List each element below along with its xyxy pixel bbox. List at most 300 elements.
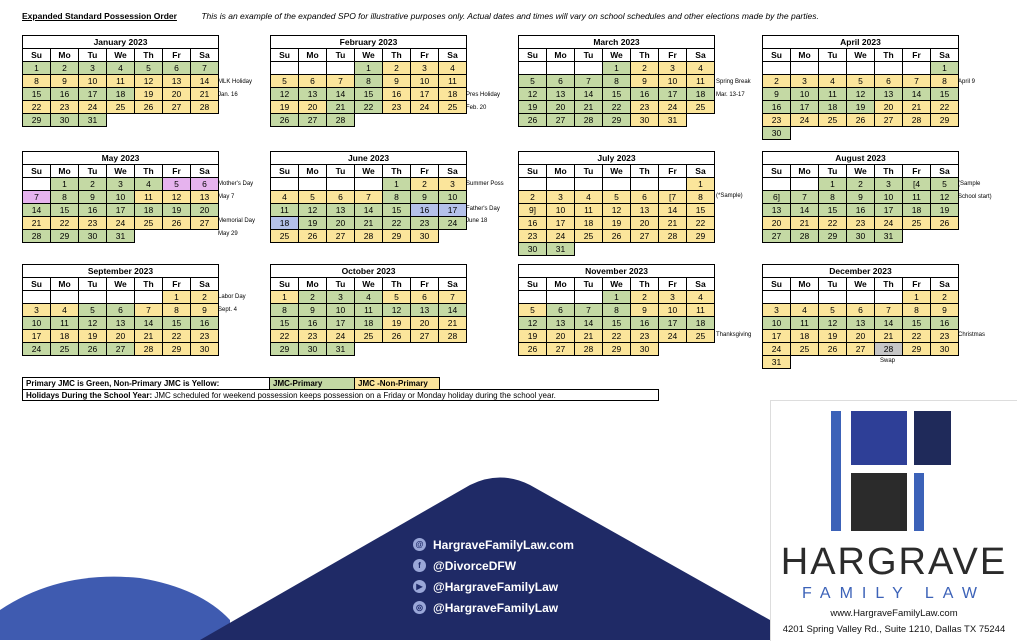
- month-title: June 2023: [271, 152, 467, 165]
- empty-cell: [519, 178, 547, 191]
- empty-cell: [191, 230, 219, 243]
- day-cell: 21: [659, 217, 687, 230]
- day-cell: 27: [327, 230, 355, 243]
- day-cell: 27: [875, 114, 903, 127]
- day-cell: 28: [327, 114, 355, 127]
- day-cell: 25: [51, 343, 79, 356]
- day-cell: 24: [875, 217, 903, 230]
- day-cell: 25: [355, 330, 383, 343]
- weekday-header: Sa: [687, 49, 715, 62]
- day-cell: 23: [631, 330, 659, 343]
- empty-cell: [575, 62, 603, 75]
- day-cell: 25: [903, 217, 931, 230]
- day-cell: 31: [79, 114, 107, 127]
- day-cell: 30: [631, 114, 659, 127]
- day-cell: 16: [191, 317, 219, 330]
- day-cell: 16: [519, 217, 547, 230]
- empty-cell: [763, 62, 791, 75]
- empty-cell: [763, 291, 791, 304]
- day-cell: 31: [875, 230, 903, 243]
- day-cell: 14: [355, 204, 383, 217]
- day-cell: 19: [519, 101, 547, 114]
- empty-cell: [847, 127, 875, 140]
- day-cell: 3: [659, 291, 687, 304]
- empty-cell: [903, 356, 931, 369]
- day-cell: 22: [51, 217, 79, 230]
- weekday-header: Tu: [575, 278, 603, 291]
- day-cell: 10: [411, 75, 439, 88]
- weekday-header: Tu: [819, 49, 847, 62]
- day-cell: 7: [439, 291, 467, 304]
- day-cell: 8: [23, 75, 51, 88]
- weekday-header: Sa: [439, 49, 467, 62]
- day-cell: 19: [383, 317, 411, 330]
- calendar-note: June 18: [466, 218, 488, 224]
- day-cell: 12: [847, 88, 875, 101]
- day-cell: 11: [575, 204, 603, 217]
- day-cell: 7: [135, 304, 163, 317]
- day-cell: 26: [383, 330, 411, 343]
- day-cell: 27: [191, 217, 219, 230]
- social-links: [413, 534, 574, 618]
- weekday-header: We: [107, 49, 135, 62]
- day-cell: 18: [271, 217, 299, 230]
- day-cell: 18: [903, 204, 931, 217]
- weekday-header: Fr: [411, 49, 439, 62]
- day-cell: [4: [903, 178, 931, 191]
- day-cell: 14: [439, 304, 467, 317]
- day-cell: 31: [547, 243, 575, 256]
- empty-cell: [51, 291, 79, 304]
- day-cell: 1: [271, 291, 299, 304]
- empty-cell: [903, 230, 931, 243]
- day-cell: 24: [763, 343, 791, 356]
- day-cell: 14: [135, 317, 163, 330]
- day-cell: 26: [931, 217, 959, 230]
- empty-cell: [271, 178, 299, 191]
- day-cell: 10: [763, 317, 791, 330]
- day-cell: 27: [547, 343, 575, 356]
- day-cell: 5: [519, 304, 547, 317]
- empty-cell: [23, 291, 51, 304]
- empty-cell: [327, 178, 355, 191]
- day-cell: 8: [903, 304, 931, 317]
- day-cell: 17: [659, 317, 687, 330]
- day-cell: 13: [875, 88, 903, 101]
- weekday-header: Tu: [327, 165, 355, 178]
- empty-cell: [107, 291, 135, 304]
- calendar-note: MLK Holiday: [218, 79, 253, 85]
- day-cell: 19: [271, 101, 299, 114]
- calendar-note: Jan. 16: [218, 92, 238, 98]
- day-cell: 15: [383, 204, 411, 217]
- month-title: August 2023: [763, 152, 959, 165]
- day-cell: 9: [631, 304, 659, 317]
- day-cell: 15: [51, 204, 79, 217]
- day-cell: 7: [791, 191, 819, 204]
- day-cell: 16: [299, 317, 327, 330]
- day-cell: 6: [547, 75, 575, 88]
- day-cell: 21: [875, 330, 903, 343]
- day-cell: 22: [819, 217, 847, 230]
- weekday-header: Tu: [79, 278, 107, 291]
- month-calendar: [762, 35, 959, 140]
- month-title: February 2023: [271, 36, 467, 49]
- day-cell: 29: [51, 230, 79, 243]
- weekday-header: Fr: [903, 278, 931, 291]
- day-cell: 8: [51, 191, 79, 204]
- social-link-text: @HargraveFamilyLaw: [433, 600, 559, 615]
- day-cell: 9: [79, 191, 107, 204]
- weekday-header: Th: [135, 49, 163, 62]
- empty-cell: [659, 178, 687, 191]
- day-cell: 18: [819, 101, 847, 114]
- social-link[interactable]: [413, 597, 574, 618]
- day-cell: 8: [819, 191, 847, 204]
- day-cell: 3: [875, 178, 903, 191]
- month-title: July 2023: [519, 152, 715, 165]
- day-cell: 3: [547, 191, 575, 204]
- weekday-header: We: [355, 49, 383, 62]
- day-cell: 25: [439, 101, 467, 114]
- empty-cell: [875, 291, 903, 304]
- day-cell: 16: [383, 88, 411, 101]
- weekday-header: Mo: [299, 165, 327, 178]
- weekday-header: Th: [383, 165, 411, 178]
- day-cell: 13: [547, 88, 575, 101]
- day-cell: 7: [23, 191, 51, 204]
- empty-cell: [791, 291, 819, 304]
- day-cell: 7: [355, 191, 383, 204]
- day-cell: 23: [631, 101, 659, 114]
- day-cell: 13: [327, 204, 355, 217]
- day-cell: 25: [135, 217, 163, 230]
- calendar-note: April 9: [958, 79, 976, 85]
- day-cell: 17: [79, 88, 107, 101]
- day-cell: 28: [875, 343, 903, 356]
- day-cell: 13: [411, 304, 439, 317]
- month-calendar: [270, 264, 467, 356]
- month-title: December 2023: [763, 265, 959, 278]
- day-cell: 5: [519, 75, 547, 88]
- weekday-header: Tu: [327, 49, 355, 62]
- day-cell: 4: [355, 291, 383, 304]
- calendar-note: (*Sample): [716, 193, 743, 199]
- day-cell: 20: [299, 101, 327, 114]
- social-link[interactable]: [413, 534, 574, 555]
- day-cell: 13: [631, 204, 659, 217]
- day-cell: 27: [847, 343, 875, 356]
- social-link-text: @DivorceDFW: [433, 558, 517, 573]
- empty-cell: [23, 178, 51, 191]
- logo-name: HARGRAVE: [780, 541, 1008, 583]
- day-cell: 24: [659, 101, 687, 114]
- calendar-note: Labor Day: [218, 294, 246, 300]
- month-calendar: [518, 35, 715, 127]
- day-cell: 10: [107, 191, 135, 204]
- day-cell: 11: [439, 75, 467, 88]
- day-cell: 20: [547, 101, 575, 114]
- empty-cell: [411, 114, 439, 127]
- day-cell: 4: [51, 304, 79, 317]
- day-cell: 21: [791, 217, 819, 230]
- instagram-icon: ◎: [413, 601, 426, 614]
- weekday-header: Su: [763, 49, 791, 62]
- day-cell: 3: [327, 291, 355, 304]
- day-cell: 12: [163, 191, 191, 204]
- day-cell: 24: [107, 217, 135, 230]
- weekday-header: Th: [135, 165, 163, 178]
- weekday-header: Su: [519, 165, 547, 178]
- day-cell: 15: [931, 88, 959, 101]
- empty-cell: [547, 62, 575, 75]
- day-cell: 1: [51, 178, 79, 191]
- facebook-icon: f: [413, 559, 426, 572]
- day-cell: 16: [79, 204, 107, 217]
- day-cell: 26: [299, 230, 327, 243]
- day-cell: 7: [191, 62, 219, 75]
- day-cell: 7: [903, 75, 931, 88]
- day-cell: 12: [519, 88, 547, 101]
- calendar-note: Sept. 4: [218, 307, 238, 313]
- day-cell: 24: [791, 114, 819, 127]
- weekday-header: We: [847, 278, 875, 291]
- empty-cell: [411, 343, 439, 356]
- holiday-rule-text: JMC scheduled for weekend possession keeps possession on a Friday or Monday holiday during the school year.: [152, 391, 556, 400]
- day-cell: 23: [931, 330, 959, 343]
- day-cell: 5: [847, 75, 875, 88]
- weekday-header: We: [847, 49, 875, 62]
- empty-cell: [931, 356, 959, 369]
- weekday-header: Su: [23, 49, 51, 62]
- day-cell: 4: [439, 62, 467, 75]
- calendar-note: May 7: [218, 194, 235, 200]
- day-cell: 26: [163, 217, 191, 230]
- day-cell: 28: [575, 343, 603, 356]
- day-cell: 16: [631, 88, 659, 101]
- empty-cell: [79, 291, 107, 304]
- day-cell: 15: [603, 88, 631, 101]
- day-cell: 17: [875, 204, 903, 217]
- weekday-header: Su: [519, 278, 547, 291]
- logo-subtitle: FAMILY LAW: [802, 585, 986, 602]
- empty-cell: [631, 178, 659, 191]
- month-title: September 2023: [23, 265, 219, 278]
- day-cell: 2: [931, 291, 959, 304]
- youtube-icon: ▶: [413, 580, 426, 593]
- weekday-header: Su: [763, 165, 791, 178]
- weekday-header: Th: [875, 165, 903, 178]
- weekday-header: Sa: [687, 165, 715, 178]
- empty-cell: [575, 243, 603, 256]
- day-cell: 22: [603, 101, 631, 114]
- empty-cell: [519, 291, 547, 304]
- day-cell: 5: [383, 291, 411, 304]
- day-cell: 11: [687, 304, 715, 317]
- calendar-note: Summer Poss: [466, 181, 504, 187]
- day-cell: 12: [931, 191, 959, 204]
- day-cell: 7: [875, 304, 903, 317]
- day-cell: 2: [631, 291, 659, 304]
- empty-cell: [327, 62, 355, 75]
- day-cell: 5: [271, 75, 299, 88]
- day-cell: 25: [791, 343, 819, 356]
- day-cell: 27: [411, 330, 439, 343]
- day-cell: 22: [931, 101, 959, 114]
- weekday-header: Th: [875, 49, 903, 62]
- day-cell: 29: [819, 230, 847, 243]
- empty-cell: [355, 178, 383, 191]
- day-cell: 6: [547, 304, 575, 317]
- empty-cell: [439, 114, 467, 127]
- empty-cell: [819, 291, 847, 304]
- day-cell: 30: [411, 230, 439, 243]
- day-cell: 20: [763, 217, 791, 230]
- day-cell: 11: [819, 88, 847, 101]
- day-cell: 4: [819, 75, 847, 88]
- day-cell: 31: [327, 343, 355, 356]
- empty-cell: [875, 127, 903, 140]
- month-title: April 2023: [763, 36, 959, 49]
- day-cell: 26: [519, 343, 547, 356]
- holiday-rule-title: Holidays During the School Year:: [26, 391, 153, 400]
- empty-cell: [547, 178, 575, 191]
- day-cell: 13: [547, 317, 575, 330]
- web-icon: @: [413, 538, 426, 551]
- day-cell: 17: [23, 330, 51, 343]
- day-cell: 16: [411, 204, 439, 217]
- day-cell: 20: [191, 204, 219, 217]
- weekday-header: Th: [383, 278, 411, 291]
- month-title: November 2023: [519, 265, 715, 278]
- empty-cell: [687, 243, 715, 256]
- day-cell: 15: [603, 317, 631, 330]
- day-cell: 14: [903, 88, 931, 101]
- day-cell: 6: [327, 191, 355, 204]
- weekday-header: Fr: [411, 278, 439, 291]
- day-cell: 22: [687, 217, 715, 230]
- day-cell: 17: [791, 101, 819, 114]
- day-cell: 6]: [763, 191, 791, 204]
- calendar-note: School start): [958, 194, 992, 200]
- day-cell: 19: [299, 217, 327, 230]
- day-cell: 30: [847, 230, 875, 243]
- weekday-header: Tu: [79, 49, 107, 62]
- day-cell: 15: [903, 317, 931, 330]
- day-cell: 26: [819, 343, 847, 356]
- day-cell: 17: [327, 317, 355, 330]
- day-cell: 26: [847, 114, 875, 127]
- day-cell: 23: [763, 114, 791, 127]
- day-cell: 29: [383, 230, 411, 243]
- day-cell: 5: [931, 178, 959, 191]
- weekday-header: Sa: [191, 165, 219, 178]
- day-cell: 5: [79, 304, 107, 317]
- weekday-header: We: [355, 165, 383, 178]
- day-cell: 9: [299, 304, 327, 317]
- empty-cell: [931, 127, 959, 140]
- day-cell: 12: [519, 317, 547, 330]
- day-cell: 15: [271, 317, 299, 330]
- day-cell: 17: [763, 330, 791, 343]
- day-cell: 9]: [519, 204, 547, 217]
- social-link[interactable]: [413, 576, 574, 597]
- day-cell: 23: [191, 330, 219, 343]
- weekday-header: Sa: [931, 278, 959, 291]
- day-cell: 3: [411, 62, 439, 75]
- day-cell: 9: [631, 75, 659, 88]
- month-calendar: [518, 264, 715, 356]
- empty-cell: [107, 114, 135, 127]
- day-cell: 23: [847, 217, 875, 230]
- day-cell: 12: [299, 204, 327, 217]
- empty-cell: [631, 243, 659, 256]
- day-cell: 2: [191, 291, 219, 304]
- day-cell: 19: [847, 101, 875, 114]
- social-link-text: @HargraveFamilyLaw: [433, 579, 559, 594]
- day-cell: 27: [163, 101, 191, 114]
- empty-cell: [383, 114, 411, 127]
- weekday-header: We: [603, 49, 631, 62]
- weekday-header: Th: [875, 278, 903, 291]
- social-link[interactable]: [413, 555, 574, 576]
- legend-primary: JMC-Primary: [270, 378, 355, 390]
- weekday-header: Su: [271, 165, 299, 178]
- weekday-header: Th: [383, 49, 411, 62]
- weekday-header: Mo: [51, 165, 79, 178]
- day-cell: 11: [135, 191, 163, 204]
- day-cell: 24: [79, 101, 107, 114]
- day-cell: 18: [51, 330, 79, 343]
- calendar-note: Feb. 20: [466, 105, 487, 111]
- day-cell: 21: [355, 217, 383, 230]
- day-cell: 3: [79, 62, 107, 75]
- day-cell: 9: [847, 191, 875, 204]
- firm-logo: [770, 400, 1017, 641]
- day-cell: 14: [327, 88, 355, 101]
- day-cell: 10: [547, 204, 575, 217]
- day-cell: 29: [163, 343, 191, 356]
- day-cell: 4: [687, 62, 715, 75]
- day-cell: 28: [791, 230, 819, 243]
- day-cell: 3: [659, 62, 687, 75]
- day-cell: 23: [51, 101, 79, 114]
- empty-cell: [603, 178, 631, 191]
- empty-cell: [163, 114, 191, 127]
- month-title: May 2023: [23, 152, 219, 165]
- day-cell: 17: [411, 88, 439, 101]
- empty-cell: [547, 291, 575, 304]
- day-cell: 19: [135, 88, 163, 101]
- weekday-header: Mo: [51, 49, 79, 62]
- weekday-header: Sa: [931, 49, 959, 62]
- month-calendar: [762, 264, 959, 369]
- day-cell: 31: [763, 356, 791, 369]
- weekday-header: Su: [519, 49, 547, 62]
- calendar-note: Spring Break: [716, 79, 751, 85]
- day-cell: 20: [107, 330, 135, 343]
- weekday-header: Su: [23, 278, 51, 291]
- day-cell: 14: [23, 204, 51, 217]
- weekday-header: Sa: [191, 278, 219, 291]
- day-cell: 19: [931, 204, 959, 217]
- day-cell: 11: [687, 75, 715, 88]
- day-cell: 10: [79, 75, 107, 88]
- day-cell: 13: [191, 191, 219, 204]
- day-cell: 28: [575, 114, 603, 127]
- day-cell: 2: [763, 75, 791, 88]
- weekday-header: Sa: [439, 165, 467, 178]
